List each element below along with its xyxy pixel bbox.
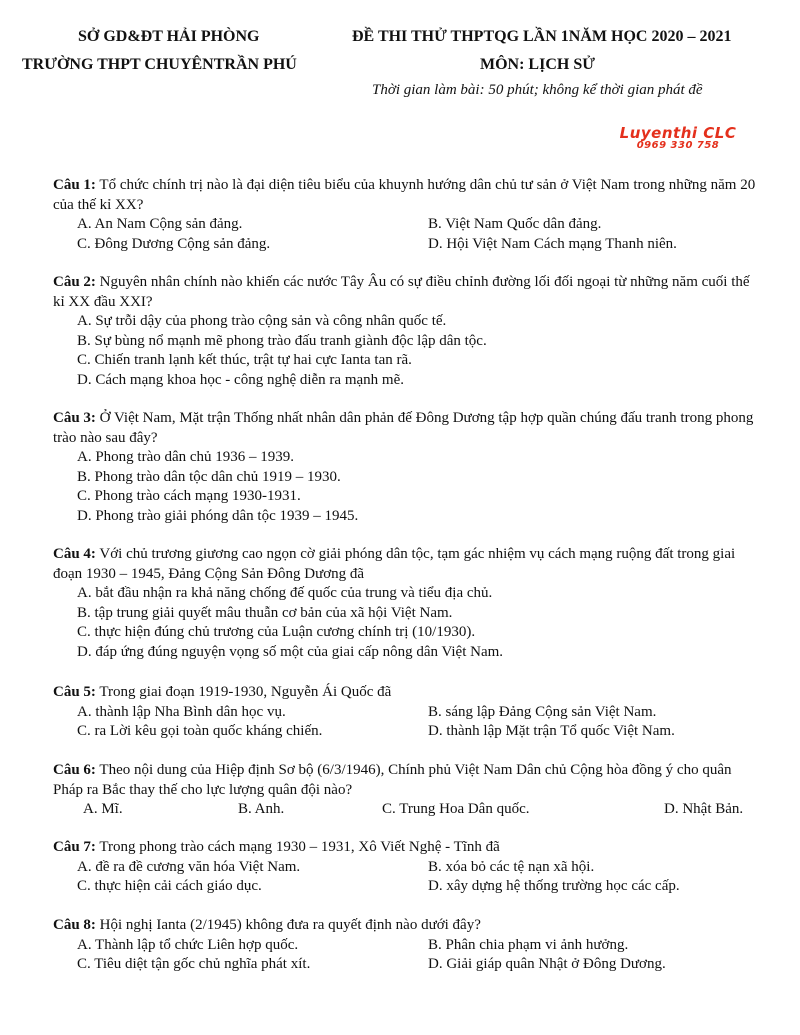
option-d: D. Phong trào giải phóng dân tộc 1939 – 1945.	[77, 507, 359, 524]
option-b: B. Việt Nam Quốc dân đảng.	[428, 216, 602, 232]
question-text: Tổ chức chính trị nào là đại diện tiêu biểu của khuynh hướng dân chủ tư sản ở Việt Nam trong những năm 20 của thế kỉ XX?	[53, 177, 756, 213]
option-b: B. Phong trào dân tộc dân chủ 1919 – 1930.	[77, 468, 341, 485]
option-c: C. thực hiện đúng chủ trương của Luận cương chính trị (10/1930).	[77, 624, 476, 640]
question-text: Hội nghị Ianta (2/1945) không đưa ra quyết định nào dưới đây?	[99, 917, 481, 933]
option-c: C. Chiến tranh lạnh kết thúc, trật tự hai cực Ianta tan rã.	[77, 352, 412, 368]
option-c: C. Tiêu diệt tận gốc chủ nghĩa phát xít.	[77, 956, 311, 972]
option-b: B. xóa bỏ các tệ nạn xã hội.	[428, 858, 595, 875]
option-b: B. sáng lập Đảng Cộng sản Việt Nam.	[428, 703, 657, 720]
question-3	[53, 409, 763, 526]
question-text: Theo nội dung của Hiệp định Sơ bộ (6/3/1946), Chính phủ Việt Nam Dân chủ Cộng hòa đồng ý cho quân Pháp ra Bắc thay thế cho lực lượng quân đội nào?	[53, 762, 732, 798]
option-a: A. Sự trỗi dậy của phong trào cộng sản và công nhân quốc tế.	[77, 313, 447, 329]
department-name: SỞ GD&ĐT HẢI PHÒNG	[78, 28, 260, 45]
brand-logo	[598, 124, 758, 151]
option-d: D. Nhật Bản.	[664, 801, 744, 817]
option-d: D. xây dựng hệ thống trường học các cấp.	[428, 878, 680, 894]
question-label: Câu 1:	[53, 177, 96, 193]
brand-phone: 0969 330 758	[636, 140, 720, 151]
option-a: A. bắt đầu nhận ra khả năng chống đế quốc của trung và tiểu địa chủ.	[77, 585, 493, 601]
option-c: C. Phong trào cách mạng 1930-1931.	[77, 488, 301, 504]
option-c: C. Trung Hoa Dân quốc.	[382, 801, 530, 817]
exam-title: ĐỀ THI THỬ THPTQG LẦN 1NĂM HỌC 2020 – 2021	[352, 28, 732, 45]
option-a: A. An Nam Cộng sản đảng.	[77, 216, 243, 232]
question-text: Trong giai đoạn 1919-1930, Nguyễn Ái Quốc đã	[99, 684, 392, 700]
option-d: D. thành lập Mặt trận Tổ quốc Việt Nam.	[428, 723, 675, 739]
brand-name: Luyenthi CLC	[619, 124, 737, 142]
question-2	[53, 273, 763, 390]
question-text: Nguyên nhân chính nào khiến các nước Tây Âu có sự điều chỉnh đường lối đối ngoại từ những năm cuối thế kỉ XX đầu XXI?	[53, 274, 750, 310]
option-a: A. Thành lập tổ chức Liên hợp quốc.	[77, 936, 299, 953]
question-text: Trong phong trào cách mạng 1930 – 1931, Xô Viết Nghệ - Tĩnh đã	[99, 839, 500, 855]
question-7	[53, 838, 763, 897]
question-text: Ở Việt Nam, Mặt trận Thống nhất nhân dân phản đế Đông Dương tập hợp quần chúng đấu tranh trong phong trào nào sau đây?	[53, 410, 754, 446]
question-label: Câu 7:	[53, 839, 96, 855]
option-b: B. Sự bùng nổ mạnh mẽ phong trào đấu tranh giành độc lập dân tộc.	[77, 332, 487, 349]
question-8	[53, 916, 763, 975]
school-name: TRƯỜNG THPT CHUYÊNTRẦN PHÚ	[22, 56, 297, 73]
question-5	[53, 683, 763, 742]
option-d: D. Cách mạng khoa học - công nghệ diễn ra mạnh mẽ.	[77, 371, 404, 388]
option-b: B. Anh.	[238, 801, 285, 817]
option-b: B. Phân chia phạm vi ảnh hưởng.	[428, 936, 629, 953]
question-1	[53, 176, 763, 254]
option-c: C. Đông Dương Cộng sản đảng.	[77, 235, 271, 252]
option-a: A. đề ra đề cương văn hóa Việt Nam.	[77, 858, 301, 875]
option-d: D. đáp ứng đúng nguyện vọng số một của giai cấp nông dân Việt Nam.	[77, 643, 504, 660]
question-text: Với chủ trương giương cao ngọn cờ giải phóng dân tộc, tạm gác nhiệm vụ cách mạng ruộng đất trong giai đoạn 1930 – 1945, Đảng Cộng Sản Đông Dương đã	[53, 546, 736, 582]
subject-title: MÔN: LỊCH SỬ	[480, 56, 595, 73]
question-label: Câu 8:	[53, 917, 96, 933]
question-label: Câu 6:	[53, 762, 96, 778]
option-b: B. tập trung giải quyết mâu thuẫn cơ bản của xã hội Việt Nam.	[77, 604, 453, 621]
option-c: C. ra Lời kêu gọi toàn quốc kháng chiến.	[77, 723, 323, 739]
question-6	[53, 761, 763, 820]
option-a: A. thành lập Nha Bình dân học vụ.	[77, 703, 286, 720]
question-label: Câu 5:	[53, 684, 96, 700]
question-4	[53, 545, 763, 662]
option-d: D. Hội Việt Nam Cách mạng Thanh niên.	[428, 235, 677, 252]
question-label: Câu 4:	[53, 546, 96, 562]
option-d: D. Giải giáp quân Nhật ở Đông Dương.	[428, 956, 666, 972]
option-a: A. Mĩ.	[83, 801, 123, 817]
option-c: C. thực hiện cải cách giáo dục.	[77, 878, 262, 894]
option-a: A. Phong trào dân chủ 1936 – 1939.	[77, 449, 295, 465]
question-label: Câu 2:	[53, 274, 96, 290]
question-label: Câu 3:	[53, 410, 96, 426]
time-note: Thời gian làm bài: 50 phút; không kể thời gian phát đề	[372, 82, 703, 98]
